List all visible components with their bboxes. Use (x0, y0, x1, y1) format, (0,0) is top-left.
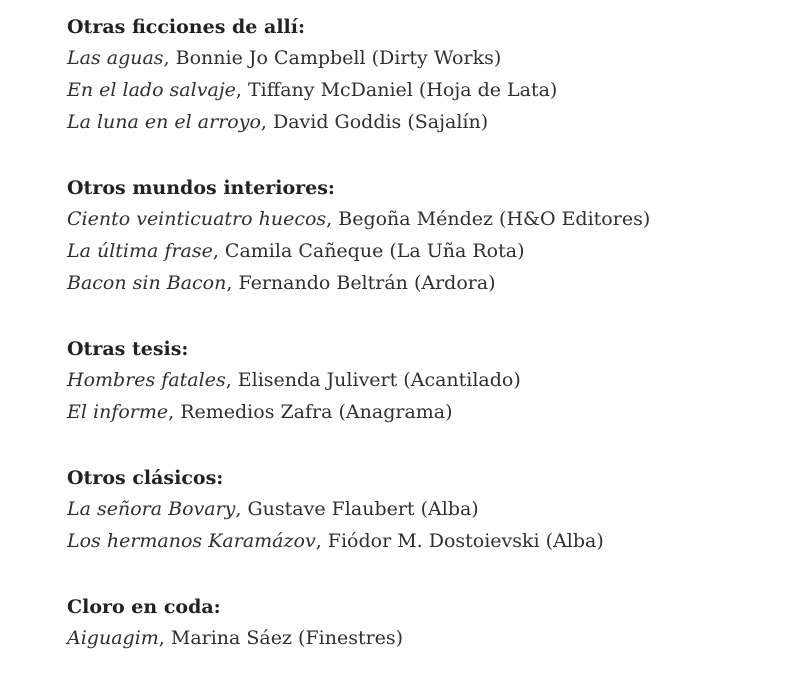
book-author-publisher: , David Goddis (Sajalín) (260, 111, 489, 133)
book-title: Los hermanos Karamázov (67, 530, 316, 552)
book-title: La señora Bovary (67, 498, 236, 520)
book-author-publisher: , Fernando Beltrán (Ardora) (226, 272, 496, 294)
book-entry (67, 364, 787, 396)
book-author-publisher: , Remedios Zafra (Anagrama) (168, 401, 453, 423)
section-heading: Otras ficciones de allí: (67, 16, 305, 38)
book-title: Aiguagim (67, 627, 159, 649)
book-author-publisher: , Gustave Flaubert (Alba) (235, 498, 479, 520)
section-heading: Cloro en coda: (67, 596, 221, 618)
section-otras-tesis (67, 334, 787, 428)
book-entry (67, 74, 787, 106)
book-entry (67, 525, 787, 557)
section-heading: Otros mundos interiores: (67, 177, 335, 199)
book-author-publisher: , Tiffany McDaniel (Hoja de Lata) (235, 79, 558, 101)
book-title: Ciento veinticuatro huecos (67, 208, 327, 230)
book-entry (67, 235, 787, 267)
section-heading: Otros clásicos: (67, 467, 224, 489)
book-author-publisher: , Begoña Méndez (H&O Editores) (326, 208, 651, 230)
book-entry (67, 396, 787, 428)
section-otros-mundos-interiores (67, 173, 787, 299)
reading-list (67, 12, 787, 689)
book-entry (67, 622, 787, 654)
book-title: La luna en el arroyo (67, 111, 261, 133)
section-otras-ficciones (67, 12, 787, 138)
book-title: La última frase (67, 240, 213, 262)
book-title: El informe (67, 401, 169, 423)
book-author-publisher: , Camila Cañeque (La Uña Rota) (212, 240, 525, 262)
section-heading: Otras tesis: (67, 338, 189, 360)
book-author-publisher: , Marina Sáez (Finestres) (158, 627, 404, 649)
book-entry (67, 493, 787, 525)
book-author-publisher: , Bonnie Jo Campbell (Dirty Works) (163, 47, 502, 69)
book-title: Las aguas (67, 47, 164, 69)
book-title: En el lado salvaje (67, 79, 236, 101)
book-entry (67, 42, 787, 74)
book-title: Hombres fatales (67, 369, 226, 391)
book-title: Bacon sin Bacon (67, 272, 227, 294)
section-otros-clasicos (67, 463, 787, 557)
book-entry (67, 106, 787, 138)
book-entry (67, 267, 787, 299)
book-author-publisher: , Elisenda Julivert (Acantilado) (225, 369, 521, 391)
section-cloro-en-coda (67, 592, 787, 654)
book-entry (67, 203, 787, 235)
book-author-publisher: , Fiódor M. Dostoievski (Alba) (315, 530, 604, 552)
